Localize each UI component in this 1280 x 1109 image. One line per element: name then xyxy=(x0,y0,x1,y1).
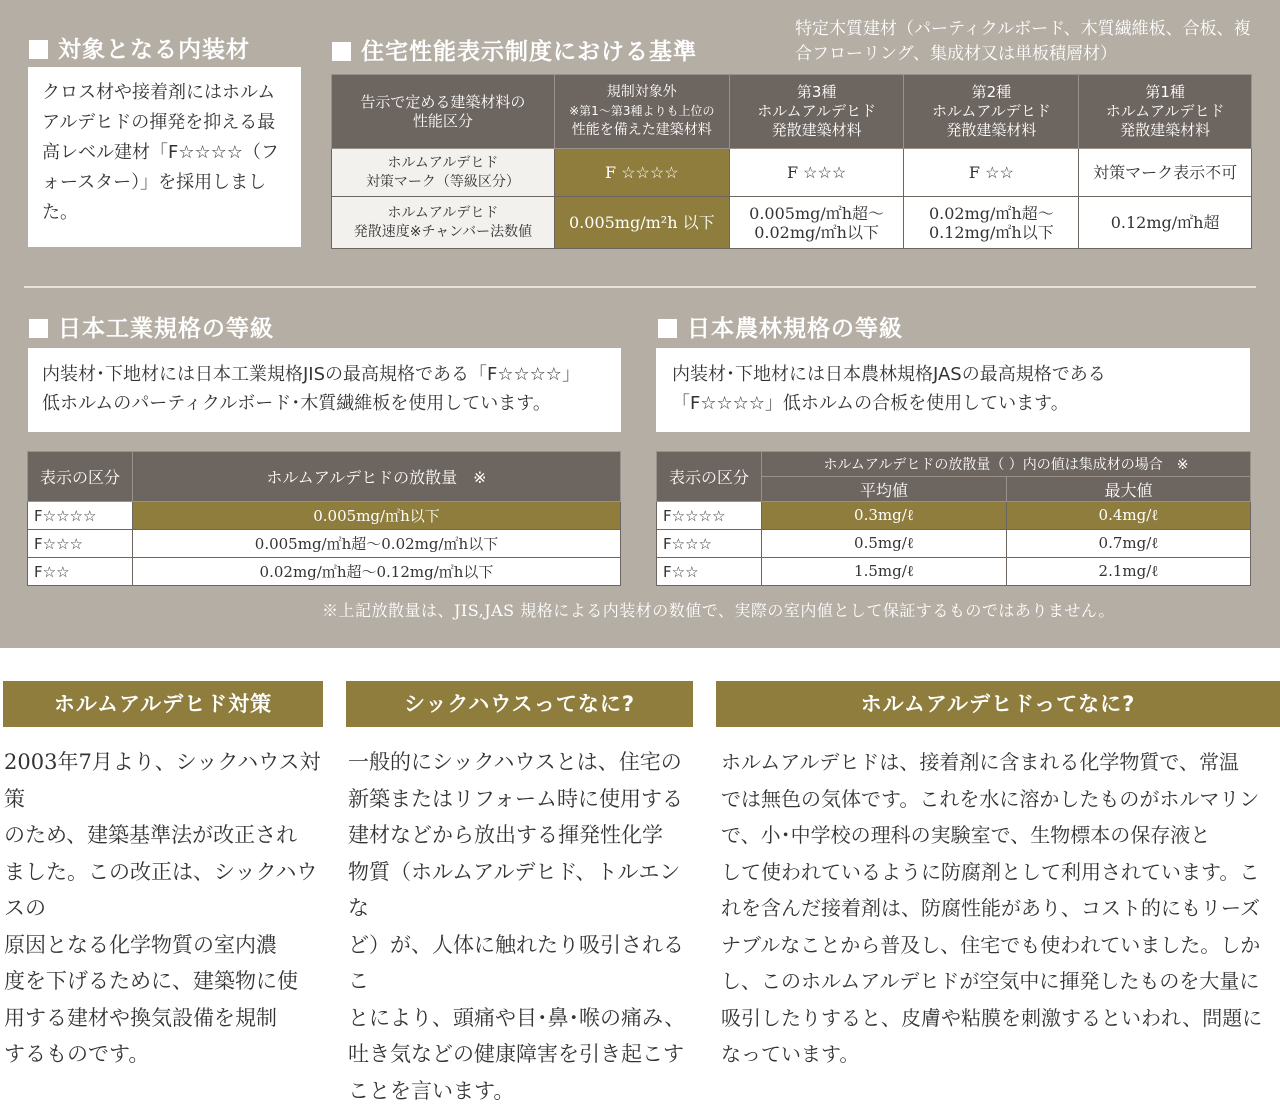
table-row: F☆☆ 0.02mg/㎡h超～0.12mg/㎡h以下 xyxy=(28,558,621,586)
section-divider xyxy=(24,286,1256,288)
cell-rate-class2: 0.02mg/㎡h超～ 0.12mg/㎡h以下 xyxy=(904,197,1079,249)
jis-col-grade: 表示の区分 xyxy=(28,452,133,502)
square-bullet-icon xyxy=(658,319,677,338)
jas-table xyxy=(656,451,1251,586)
table-row xyxy=(332,149,1252,197)
cell-f2star: F ☆☆ xyxy=(904,149,1079,197)
formaldehyde-heading: ホルムアルデヒドってなに? xyxy=(716,681,1280,727)
table-row xyxy=(332,197,1252,249)
table-row: F☆☆☆☆ 0.3mg/ℓ 0.4mg/ℓ xyxy=(657,502,1251,530)
jas-col-emission: ホルムアルデヒドの放散量（ ）内の値は集成材の場合 ※ xyxy=(762,452,1251,477)
jas-col-grade: 表示の区分 xyxy=(657,452,762,502)
square-bullet-icon xyxy=(332,42,351,61)
table-row: F☆☆ 1.5mg/ℓ 2.1mg/ℓ xyxy=(657,558,1251,586)
table-corner-header: 告示で定める建築材料の性能区分 xyxy=(332,75,555,149)
header-class3: 第3種 ホルムアルデヒド 発散建築材料 xyxy=(729,75,904,149)
row-label-rate: ホルムアルデヒド 発散速度※チャンバー法数値 xyxy=(332,197,555,249)
row-label-mark: ホルムアルデヒド 対策マーク（等級区分） xyxy=(332,149,555,197)
header-class1: 第1種 ホルムアルデヒド 発散建築材料 xyxy=(1079,75,1252,149)
cell-no-mark: 対策マーク表示不可 xyxy=(1079,149,1252,197)
header-class2: 第2種 ホルムアルデヒド 発散建築材料 xyxy=(904,75,1079,149)
table-row: F☆☆☆☆ 0.005mg/㎡h以下 xyxy=(28,502,621,530)
cell-f4star: F ☆☆☆☆ xyxy=(554,149,729,197)
housing-section-title: 住宅性能表示制度における基準 xyxy=(332,33,697,66)
formaldehyde-text: ホルムアルデヒドは、接着剤に含まれる化学物質で、常温 では無色の気体です。これを水に溶かしたものがホルマリン で、小･中学校の理科の実験室で、生物標本の保存液と して使われているように防腐剤として利用されています。こ れを含んだ接着剤は、防腐性能があり、コスト的にもリーズ ナブルなことから普及し、住宅でも使われていました。しか し、このホルムアルデヒドが空気中に揮発したものを大量に 吸引したりすると、皮膚や粘膜を刺激するといわれ、問題に なっています。 xyxy=(721,750,1263,1066)
formaldehyde-measures-text: 2003年7月より、シックハウス対策 のため、建築基準法が改正され ました。この改正は、シックハウスの 原因となる化学物質の室内濃 度を下げるために、建築物に使 用する建材や換気設備を規制 するものです。 xyxy=(4,750,321,1066)
wood-materials-note: 特定木質建材（パーティクルボード、木質繊維板、合板、複合フローリング、集成材又は単板積層材） xyxy=(795,19,1251,64)
interior-description: クロス材や接着剤にはホルムアルデヒドの揮発を抑える最高レベル建材「F☆☆☆☆（フォースター）」を採用しました。 xyxy=(42,82,279,223)
jis-section-title: 日本工業規格の等級 xyxy=(29,310,274,343)
jis-col-emission: ホルムアルデヒドの放散量 ※ xyxy=(133,452,621,502)
header-exempt: 規制対象外 ※第1～第3種よりも上位の 性能を備えた建築材料 xyxy=(554,75,729,149)
cell-rate-class1: 0.12mg/㎡h超 xyxy=(1079,197,1252,249)
jas-text-box: 内装材･下地材には日本農林規格JASの最高規格である 「F☆☆☆☆」低ホルムの合板を使用しています。 xyxy=(656,348,1250,432)
square-bullet-icon xyxy=(29,40,48,59)
jas-section-title: 日本農林規格の等級 xyxy=(658,310,903,343)
jas-col-max: 最大値 xyxy=(1007,477,1251,502)
cell-f3star: F ☆☆☆ xyxy=(729,149,904,197)
interior-section-title: 対象となる内装材 xyxy=(29,31,250,64)
sick-house-text: 一般的にシックハウスとは、住宅の 新築またはリフォーム時に使用する 建材などから放出する揮発性化学 物質（ホルムアルデヒド、トルエンな ど）が、人体に触れたり吸引されるこ とにより、頭痛や目･鼻･喉の痛み、 吐き気などの健康障害を引き起こす ことを言います。 xyxy=(348,750,686,1103)
jas-col-avg: 平均値 xyxy=(762,477,1007,502)
cell-rate-class3: 0.005mg/㎡h超～ 0.02mg/㎡h以下 xyxy=(729,197,904,249)
footnote: ※上記放散量は、JIS,JAS 規格による内装材の数値で、実際の室内値として保証するものではありません。 xyxy=(322,601,1115,620)
formaldehyde-measures-heading: ホルムアルデヒド対策 xyxy=(3,681,323,727)
interior-text-box xyxy=(28,67,301,247)
table-row: F☆☆☆ 0.5mg/ℓ 0.7mg/ℓ xyxy=(657,530,1251,558)
table-row: F☆☆☆ 0.005mg/㎡h超～0.02mg/㎡h以下 xyxy=(28,530,621,558)
jis-text-box: 内装材･下地材には日本工業規格JISの最高規格である「F☆☆☆☆」 低ホルムのパーティクルボード･木質繊維板を使用しています。 xyxy=(28,348,621,432)
cell-rate-exempt: 0.005mg/m²h 以下 xyxy=(554,197,729,249)
jis-table xyxy=(27,451,621,586)
sick-house-heading: シックハウスってなに? xyxy=(346,681,693,727)
square-bullet-icon xyxy=(29,319,48,338)
performance-table xyxy=(331,74,1252,249)
